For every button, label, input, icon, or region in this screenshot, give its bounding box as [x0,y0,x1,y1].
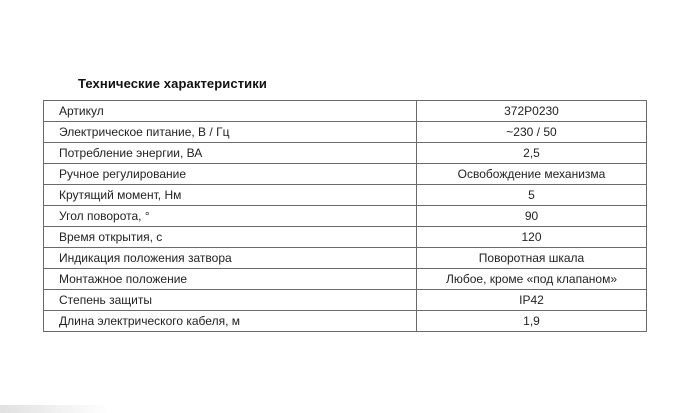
param-cell: Потребление энергии, ВА [44,143,417,164]
table-row [44,101,647,122]
param-cell: Индикация положения затвора [44,248,417,269]
table-row [44,143,647,164]
value-cell: Поворотная шкала [417,248,647,269]
value-cell: 120 [417,227,647,248]
table-row [44,164,647,185]
table-row [44,122,647,143]
param-cell: Степень защиты [44,290,417,311]
value-cell: IP42 [417,290,647,311]
table-row [44,311,647,332]
value-cell: Любое, кроме «под клапаном» [417,269,647,290]
table-row [44,290,647,311]
value-cell: 2,5 [417,143,647,164]
document-title: Технические характеристики [78,76,267,91]
param-cell: Артикул [44,101,417,122]
value-cell: 90 [417,206,647,227]
param-cell: Крутящий момент, Нм [44,185,417,206]
table-row [44,248,647,269]
param-cell: Угол поворота, ° [44,206,417,227]
value-cell: ~230 / 50 [417,122,647,143]
table-row [44,206,647,227]
specifications-table [43,100,647,332]
param-cell: Электрическое питание, В / Гц [44,122,417,143]
table-row [44,269,647,290]
decorative-shadow [0,405,110,413]
param-cell: Монтажное положение [44,269,417,290]
value-cell: 372P0230 [417,101,647,122]
table-row [44,185,647,206]
param-cell: Длина электрического кабеля, м [44,311,417,332]
param-cell: Ручное регулирование [44,164,417,185]
table-row [44,227,647,248]
value-cell: 1,9 [417,311,647,332]
param-cell: Время открытия, с [44,227,417,248]
value-cell: 5 [417,185,647,206]
value-cell: Освобождение механизма [417,164,647,185]
